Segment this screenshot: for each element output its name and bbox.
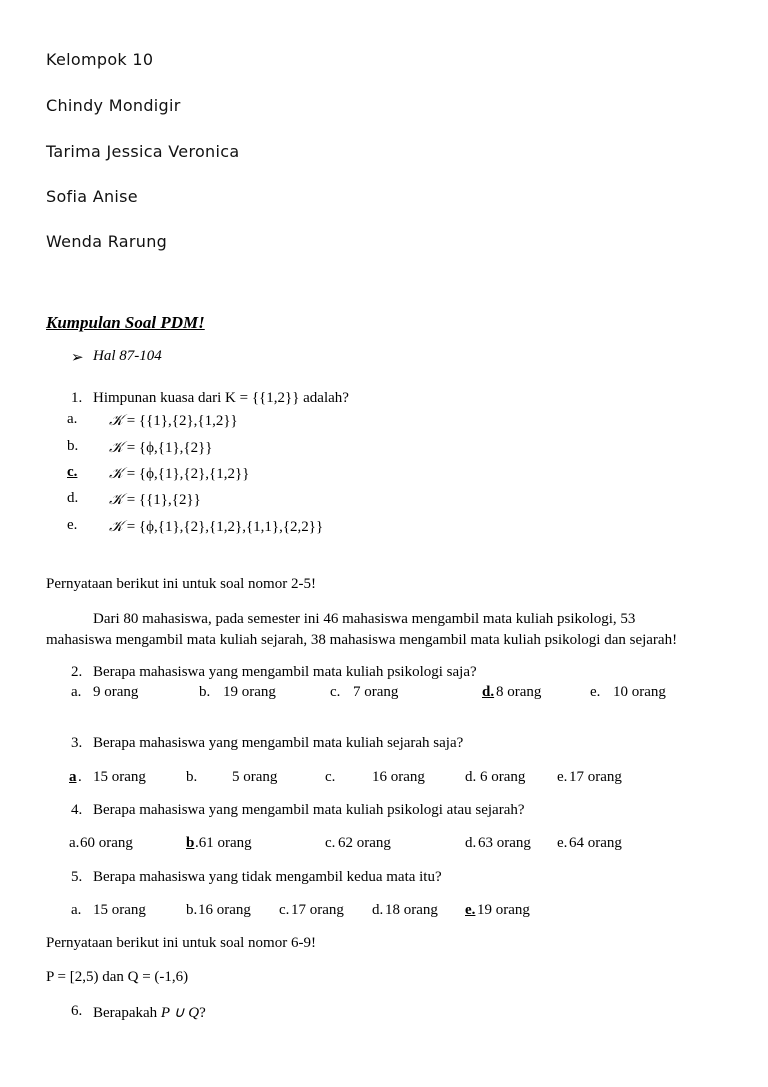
option-value: = {{1},{2}} (122, 492, 201, 508)
document-title: Kumpulan Soal PDM! (46, 313, 205, 332)
option-text: 8 orang (496, 684, 542, 700)
option-text: 10 orang (613, 684, 666, 700)
question-number: 3. (71, 735, 83, 751)
option-letter: d. (465, 769, 477, 785)
option-text: 16 orang (198, 902, 251, 918)
option-text: 19 orang (477, 902, 530, 918)
member-name: Sofia Anise (46, 187, 138, 206)
option-letter: a. (71, 684, 82, 700)
option-text: 9 orang (93, 684, 139, 700)
question-text: Berapa mahasiswa yang tidak mengambil kedua mata itu? (93, 869, 442, 885)
option-letter: e. (590, 684, 601, 700)
option-letter: e. (557, 769, 568, 785)
option-text: 60 orang (80, 835, 133, 851)
option-text: 17 orang (291, 902, 344, 918)
option-letter: e. (557, 835, 568, 851)
option-value: = {ϕ,{1},{2},{1,2},{1,1},{2,2}} (122, 519, 324, 535)
option-text (109, 517, 323, 536)
option-text (109, 464, 249, 483)
answer-letter: d. (482, 684, 495, 700)
option-letter: a. (67, 411, 78, 427)
option-text: .61 orang (195, 835, 252, 851)
option-text (109, 438, 213, 457)
question-suffix: ? (199, 1005, 206, 1021)
option-letter: c. (279, 902, 290, 918)
question-text: Himpunan kuasa dari K = {{1,2}} adalah? (93, 390, 349, 406)
option-value: = {ϕ,{1},{2},{1,2}} (122, 466, 250, 482)
power-set-symbol: 𝒦 (109, 464, 123, 482)
bullet-icon: ➢ (71, 350, 84, 366)
option-letter: c. (325, 769, 336, 785)
option-value: = {{1},{2},{1,2}} (122, 413, 238, 429)
group-label: Kelompok 10 (46, 50, 154, 69)
option-text: 15 orang (93, 902, 146, 918)
question-text (93, 1003, 206, 1022)
answer-letter: e. (465, 902, 476, 918)
member-name: Chindy Mondigir (46, 96, 181, 115)
question-number: 4. (71, 802, 83, 818)
option-text: 7 orang (353, 684, 399, 700)
option-text: 18 orang (385, 902, 438, 918)
option-text: 64 orang (569, 835, 622, 851)
answer-letter: b (186, 835, 195, 851)
instruction-text: Pernyataan berikut ini untuk soal nomor 2-5! (46, 576, 316, 592)
option-letter: b. (186, 769, 198, 785)
question-number: 2. (71, 664, 83, 680)
question-prefix: Berapakah (93, 1005, 161, 1021)
power-set-symbol: 𝒦 (109, 490, 123, 508)
option-text: 63 orang (478, 835, 531, 851)
paragraph-line: mahasiswa mengambil mata kuliah sejarah, 38 mahasiswa mengambil mata kuliah psikologi dan sejarah! (46, 632, 678, 648)
answer-letter: c. (67, 464, 78, 480)
option-letter: d. (372, 902, 384, 918)
member-name: Tarima Jessica Veronica (46, 142, 240, 161)
member-name: Wenda Rarung (46, 232, 168, 251)
paragraph-line: Dari 80 mahasiswa, pada semester ini 46 mahasiswa mengambil mata kuliah psikologi, 53 (93, 611, 636, 627)
option-value: = {ϕ,{1},{2}} (122, 440, 213, 456)
option-letter: d. (465, 835, 477, 851)
instruction-text: Pernyataan berikut ini untuk soal nomor 6-9! (46, 935, 316, 951)
union-expression: P ∪ Q (160, 1005, 200, 1021)
option-text (109, 411, 238, 430)
power-set-symbol: 𝒦 (109, 411, 123, 429)
option-letter: b. (199, 684, 211, 700)
option-letter: b. (67, 438, 79, 454)
option-text: 5 orang (232, 769, 278, 785)
option-letter: a. (71, 902, 82, 918)
option-text: 16 orang (372, 769, 425, 785)
option-letter: c. (330, 684, 341, 700)
question-text: Berapa mahasiswa yang mengambil mata kuliah sejarah saja? (93, 735, 464, 751)
set-definition: P = [2,5) dan Q = (-1,6) (46, 969, 189, 985)
question-text: Berapa mahasiswa yang mengambil mata kuliah psikologi atau sejarah? (93, 802, 525, 818)
option-letter: b. (186, 902, 198, 918)
page-range: Hal 87-104 (93, 348, 162, 364)
option-text: 17 orang (569, 769, 622, 785)
option-letter: c. (325, 835, 336, 851)
option-letter: e. (67, 517, 78, 533)
power-set-symbol: 𝒦 (109, 517, 123, 535)
option-text: 6 orang (480, 769, 526, 785)
question-number: 5. (71, 869, 83, 885)
option-text: 19 orang (223, 684, 276, 700)
power-set-symbol: 𝒦 (109, 438, 123, 456)
option-letter: d. (67, 490, 79, 506)
option-text: . 15 orang (78, 769, 146, 785)
question-number: 1. (71, 390, 83, 406)
option-letter: a. (69, 835, 80, 851)
question-text: Berapa mahasiswa yang mengambil mata kuliah psikologi saja? (93, 664, 477, 680)
question-number: 6. (71, 1003, 83, 1019)
answer-letter: a (69, 769, 77, 785)
option-text: 62 orang (338, 835, 391, 851)
option-text (109, 490, 201, 509)
